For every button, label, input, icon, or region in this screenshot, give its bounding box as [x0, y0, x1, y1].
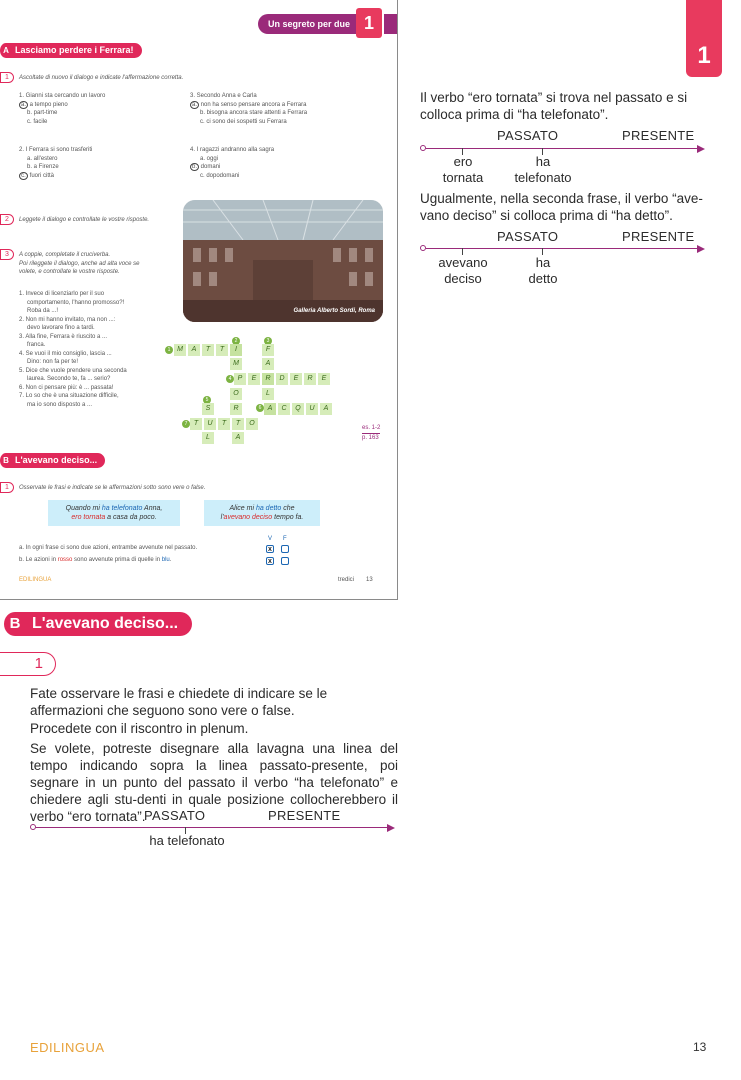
crossword-cell: R	[304, 373, 316, 385]
statement-a: a. In ogni frase ci sono due azioni, entrambe avvenute nel passato.	[19, 545, 198, 551]
student-book-page	[0, 0, 398, 600]
speech-bubble-2: Alice mi ha detto che l'avevano deciso tempo fa.	[204, 500, 320, 526]
crossword-cell: L	[262, 388, 274, 400]
section-a-letter: A	[0, 43, 12, 58]
timeline-word-1: ero tornata	[442, 154, 484, 185]
question-4-option-a: a. oggi	[200, 155, 219, 162]
question-2-option-a: a. all'estero	[27, 155, 58, 162]
checkbox-false-a[interactable]	[281, 545, 289, 553]
crossword-cell: O	[230, 388, 242, 400]
question-1-title: 1. Gianni sta cercando un lavoro	[19, 93, 106, 99]
footer-page-number: 13	[693, 1040, 707, 1054]
crossword-number: 5	[203, 396, 211, 404]
gallery-illustration	[183, 200, 383, 322]
timeline-word-1: avevano deciso	[438, 255, 488, 286]
crossword-cell: Q	[292, 403, 304, 415]
crossword-cell: E	[290, 373, 302, 385]
crossword-cell: T	[218, 418, 230, 430]
crossword-cell: L	[202, 432, 214, 444]
crossword-cell: A	[262, 358, 274, 370]
question-1-option-c: c. facile	[27, 118, 48, 125]
crossword-cell: E	[318, 373, 330, 385]
crossword-cell: U	[204, 418, 216, 430]
section-b-title-large: L'avevano deciso...	[26, 612, 192, 636]
crossword-cell: U	[306, 403, 318, 415]
option-selected-mark: a.	[20, 101, 26, 108]
checkbox-true-a[interactable]: x	[266, 545, 274, 553]
crossword-number: 7	[182, 420, 190, 428]
crossword-cell: A	[232, 432, 244, 444]
thumbnail-footer-page: 13	[366, 577, 373, 583]
section-b-header	[4, 612, 192, 636]
section-a-title: Lasciamo perdere i Ferrara!	[12, 43, 142, 58]
timeline-arrow	[697, 145, 705, 153]
timeline-line	[426, 248, 698, 250]
question-3-title: 3. Secondo Anna e Carla	[190, 93, 257, 99]
statement-b: b. Le azioni in rosso sono avvenute prima di quelle in blu.	[19, 557, 172, 563]
crossword-cell: I	[230, 344, 242, 356]
crossword-cell: O	[246, 418, 258, 430]
bottom-paragraph-2: Procedete con il riscontro in plenum.	[30, 721, 249, 736]
crossword-cell: A	[188, 344, 200, 356]
crossword-cell: F	[262, 344, 274, 356]
crossword-number: 1	[165, 346, 173, 354]
question-4-title: 4. I ragazzi andranno alla sagra	[190, 147, 275, 153]
checkbox-true-b[interactable]: x	[266, 557, 274, 565]
timeline-present-label: PRESENTE	[622, 229, 695, 244]
exercise-1-instruction: Ascoltate di nuovo il dialogo e indicate l'affermazione corretta.	[19, 75, 184, 81]
false-label: F	[283, 536, 287, 542]
crossword-number: 2	[232, 337, 240, 345]
timeline-arrow	[697, 245, 705, 253]
crossword-cell: T	[202, 344, 214, 356]
footer-brand: EDILINGUA	[30, 1040, 105, 1055]
timeline-past-label: PASSATO	[497, 128, 559, 143]
exercise-2-badge: 2	[0, 214, 14, 225]
crossword-cell: R	[230, 403, 242, 415]
question-4-option-c: c. dopodomani	[200, 172, 240, 179]
crossword-cell: S	[202, 403, 214, 415]
timeline-present-label: PRESENTE	[268, 808, 341, 823]
gallery-photo	[183, 200, 383, 322]
question-2-option-c: c. fuori città	[19, 172, 92, 181]
bottom-paragraph-1: Fate osservare le frasi e chiedete di indicare se le affermazioni che seguono sono vere o false.	[30, 686, 328, 718]
question-2-option-b: b. a Firenze	[27, 164, 59, 170]
checkbox-false-b[interactable]	[281, 557, 289, 565]
question-1	[19, 92, 105, 126]
crossword-number: 6	[256, 404, 264, 412]
crossword-cell: A	[320, 403, 332, 415]
crossword-cell: D	[276, 373, 288, 385]
crossword-number: 4	[226, 375, 234, 383]
timeline-word: ha telefonato	[149, 833, 225, 848]
thumbnail-footer-word: tredici	[338, 577, 355, 583]
exercise-3-badge: 3	[0, 249, 14, 260]
timeline-tick	[542, 248, 543, 255]
crossword-cell: C	[278, 403, 290, 415]
timeline-present-label: PRESENTE	[622, 128, 695, 143]
section-b-title: L'avevano deciso...	[12, 453, 105, 468]
section-a-heading	[0, 43, 142, 58]
thumbnail-footer-brand: EDILINGUA	[19, 577, 52, 583]
crossword-cell: T	[190, 418, 202, 430]
question-3	[190, 92, 307, 126]
unit-title-bar: Un segreto per due	[258, 14, 356, 34]
timeline-line	[36, 827, 388, 829]
timeline-tick	[462, 248, 463, 255]
crossword-cell: A	[264, 403, 276, 415]
crossword-cell: P	[234, 373, 246, 385]
option-selected-mark: b.	[191, 164, 197, 170]
timeline-past-label: PASSATO	[497, 229, 559, 244]
question-2	[19, 146, 92, 180]
timeline-past-label: PASSATO	[144, 808, 206, 823]
crossword-cell: M	[174, 344, 186, 356]
option-selected-mark: a.	[191, 101, 197, 108]
bottom-paragraph-3: Se volete, potreste disegnare alla lavagna una linea del tempo indicando sopra la linea passato-presente, poi segnare in un punto del passato il verbo “ha telefonato” e chiedere agli stu-denti in quale posizione collocherebbero il verbo “ero tornata”.	[30, 741, 398, 824]
option-selected-mark: c.	[19, 172, 28, 180]
exercise-1-badge: 1	[0, 72, 14, 83]
question-1-option-b: b. part-time	[27, 110, 58, 116]
timeline-line	[426, 148, 698, 150]
unit-number-tab: 1	[686, 0, 722, 77]
question-1-option-a: a. a tempo pieno	[20, 101, 68, 108]
crossword-cell: E	[248, 373, 260, 385]
crossword-cell: R	[262, 373, 274, 385]
exercise-b1-instruction: Osservate le frasi e indicate se le affermazioni sotto sono vere o false.	[19, 485, 206, 491]
right-paragraph-2: Ugualmente, nella seconda frase, il verbo “ave-vano deciso” si colloca prima di “ha detto”.	[420, 191, 703, 223]
exercise-2-instruction: Leggete il dialogo e controllate le vostre risposte.	[19, 217, 150, 223]
right-paragraph-1: Il verbo “ero tornata” si trova nel passato e si colloca prima di “ha telefonato”.	[420, 90, 688, 122]
question-3-option-c: c. ci sono dei sospetti su Ferrara	[200, 118, 287, 125]
unit-strip	[384, 14, 398, 34]
exercise-number-badge: 1	[0, 652, 56, 676]
exercise-b1-badge: 1	[0, 482, 14, 493]
true-label: V	[268, 536, 273, 542]
crossword-number: 3	[264, 337, 272, 345]
question-4	[190, 146, 274, 180]
timeline-arrow	[387, 824, 395, 832]
question-4-option-b: b. domani	[191, 164, 221, 170]
exercise-3-instruction: A coppie, completate il cruciverba. Poi rileggete il dialogo, anche ad alta voce se volete, e controllate le vostre risposte.	[19, 252, 140, 275]
speech-bubble-1: Quando mi ha telefonato Anna, ero tornata a casa da poco.	[48, 500, 180, 526]
timeline-word-2: ha telefonato	[514, 154, 572, 185]
timeline-word-2: ha detto	[528, 255, 558, 286]
crossword-cell: T	[216, 344, 228, 356]
exercise-reference: es. 1-2 p. 163	[362, 425, 381, 441]
crossword-cell: M	[230, 358, 242, 370]
section-b-heading	[0, 453, 105, 468]
section-b-letter: B	[0, 453, 12, 468]
photo-caption: Galleria Alberto Sordi, Roma	[293, 308, 375, 314]
crossword-clues: 1. Invece di licenziarlo per il suo comportamento, l'hanno promosso?! Roba da ...! 2. Non mi hanno invitato, ma non ...: devo lavorare fino a tardi. 3. Alla fine, Ferrara è riuscito a ... franca. 4. Se vuoi il mio consiglio, lascia ... Dino: non fa per te! 5. Dice che vuole prendere una seconda laurea. Secondo te, fa ... serio? 6. Non ci pensare più: è ... passata! 7. Lo so che è una situazione difficile, ma io sono disposto a ...	[19, 291, 127, 408]
question-3-option-b: b. bisogna ancora stare attenti a Ferrara	[200, 110, 308, 116]
unit-number: 1	[356, 8, 382, 38]
crossword-cell: T	[232, 418, 244, 430]
section-b-letter-large: B	[4, 612, 26, 636]
question-3-option-a: a. non ha senso pensare ancora a Ferrara	[191, 101, 307, 108]
question-2-title: 2. I Ferrara si sono trasferiti	[19, 147, 93, 153]
